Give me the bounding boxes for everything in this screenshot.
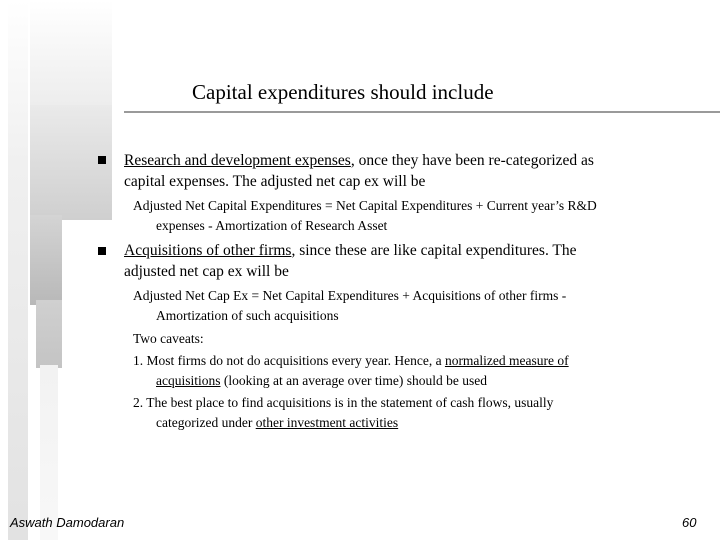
- normalized-measure-link[interactable]: normalized measure of: [444, 353, 569, 368]
- title-underline: [124, 111, 720, 113]
- caveat-2: 2. The best place to find acquisitions is in the statement of cash flows, usually categorized under other investment activities: [133, 395, 554, 430]
- decor-bar-1: [30, 0, 112, 110]
- bullet-1-text: Research and development expenses, once they have been re-categorized as capital expenses. The adjusted net cap ex will be: [124, 152, 594, 190]
- decor-bar-5: [40, 365, 58, 540]
- other-investment-link[interactable]: other investment activities: [255, 415, 399, 430]
- footer-author: Aswath Damodaran: [10, 515, 125, 530]
- page-number: 60: [682, 515, 697, 530]
- bullet-2-text: Acquisitions of other firms, since these are like capital expenditures. The adjusted net cap ex will be: [124, 242, 577, 280]
- bullet-square-icon: [98, 156, 106, 164]
- decor-bar-3: [30, 215, 62, 305]
- bullet-1-formula: Adjusted Net Capital Expenditures = Net Capital Expenditures + Current year’s R&D expenses - Amortization of Research Asset: [133, 198, 597, 233]
- caveats-label: Two caveats:: [133, 331, 204, 346]
- acquisitions-link[interactable]: Acquisitions of other firms: [124, 242, 292, 259]
- decor-bar-tall: [8, 0, 28, 540]
- bullet-square-icon: [98, 247, 106, 255]
- bullet-2-formula: Adjusted Net Cap Ex = Net Capital Expenditures + Acquisitions of other firms - Amortization of such acquisitions: [133, 288, 567, 323]
- decor-bar-4: [36, 300, 62, 368]
- rnd-link[interactable]: Research and development expenses: [124, 152, 351, 169]
- normalized-measure-link-cont[interactable]: acquisitions: [156, 373, 221, 388]
- slide-title: Capital expenditures should include: [192, 80, 494, 104]
- caveat-1: 1. Most firms do not do acquisitions every year. Hence, a normalized measure of acquisitions (looking at an average over time) should be used: [133, 353, 569, 388]
